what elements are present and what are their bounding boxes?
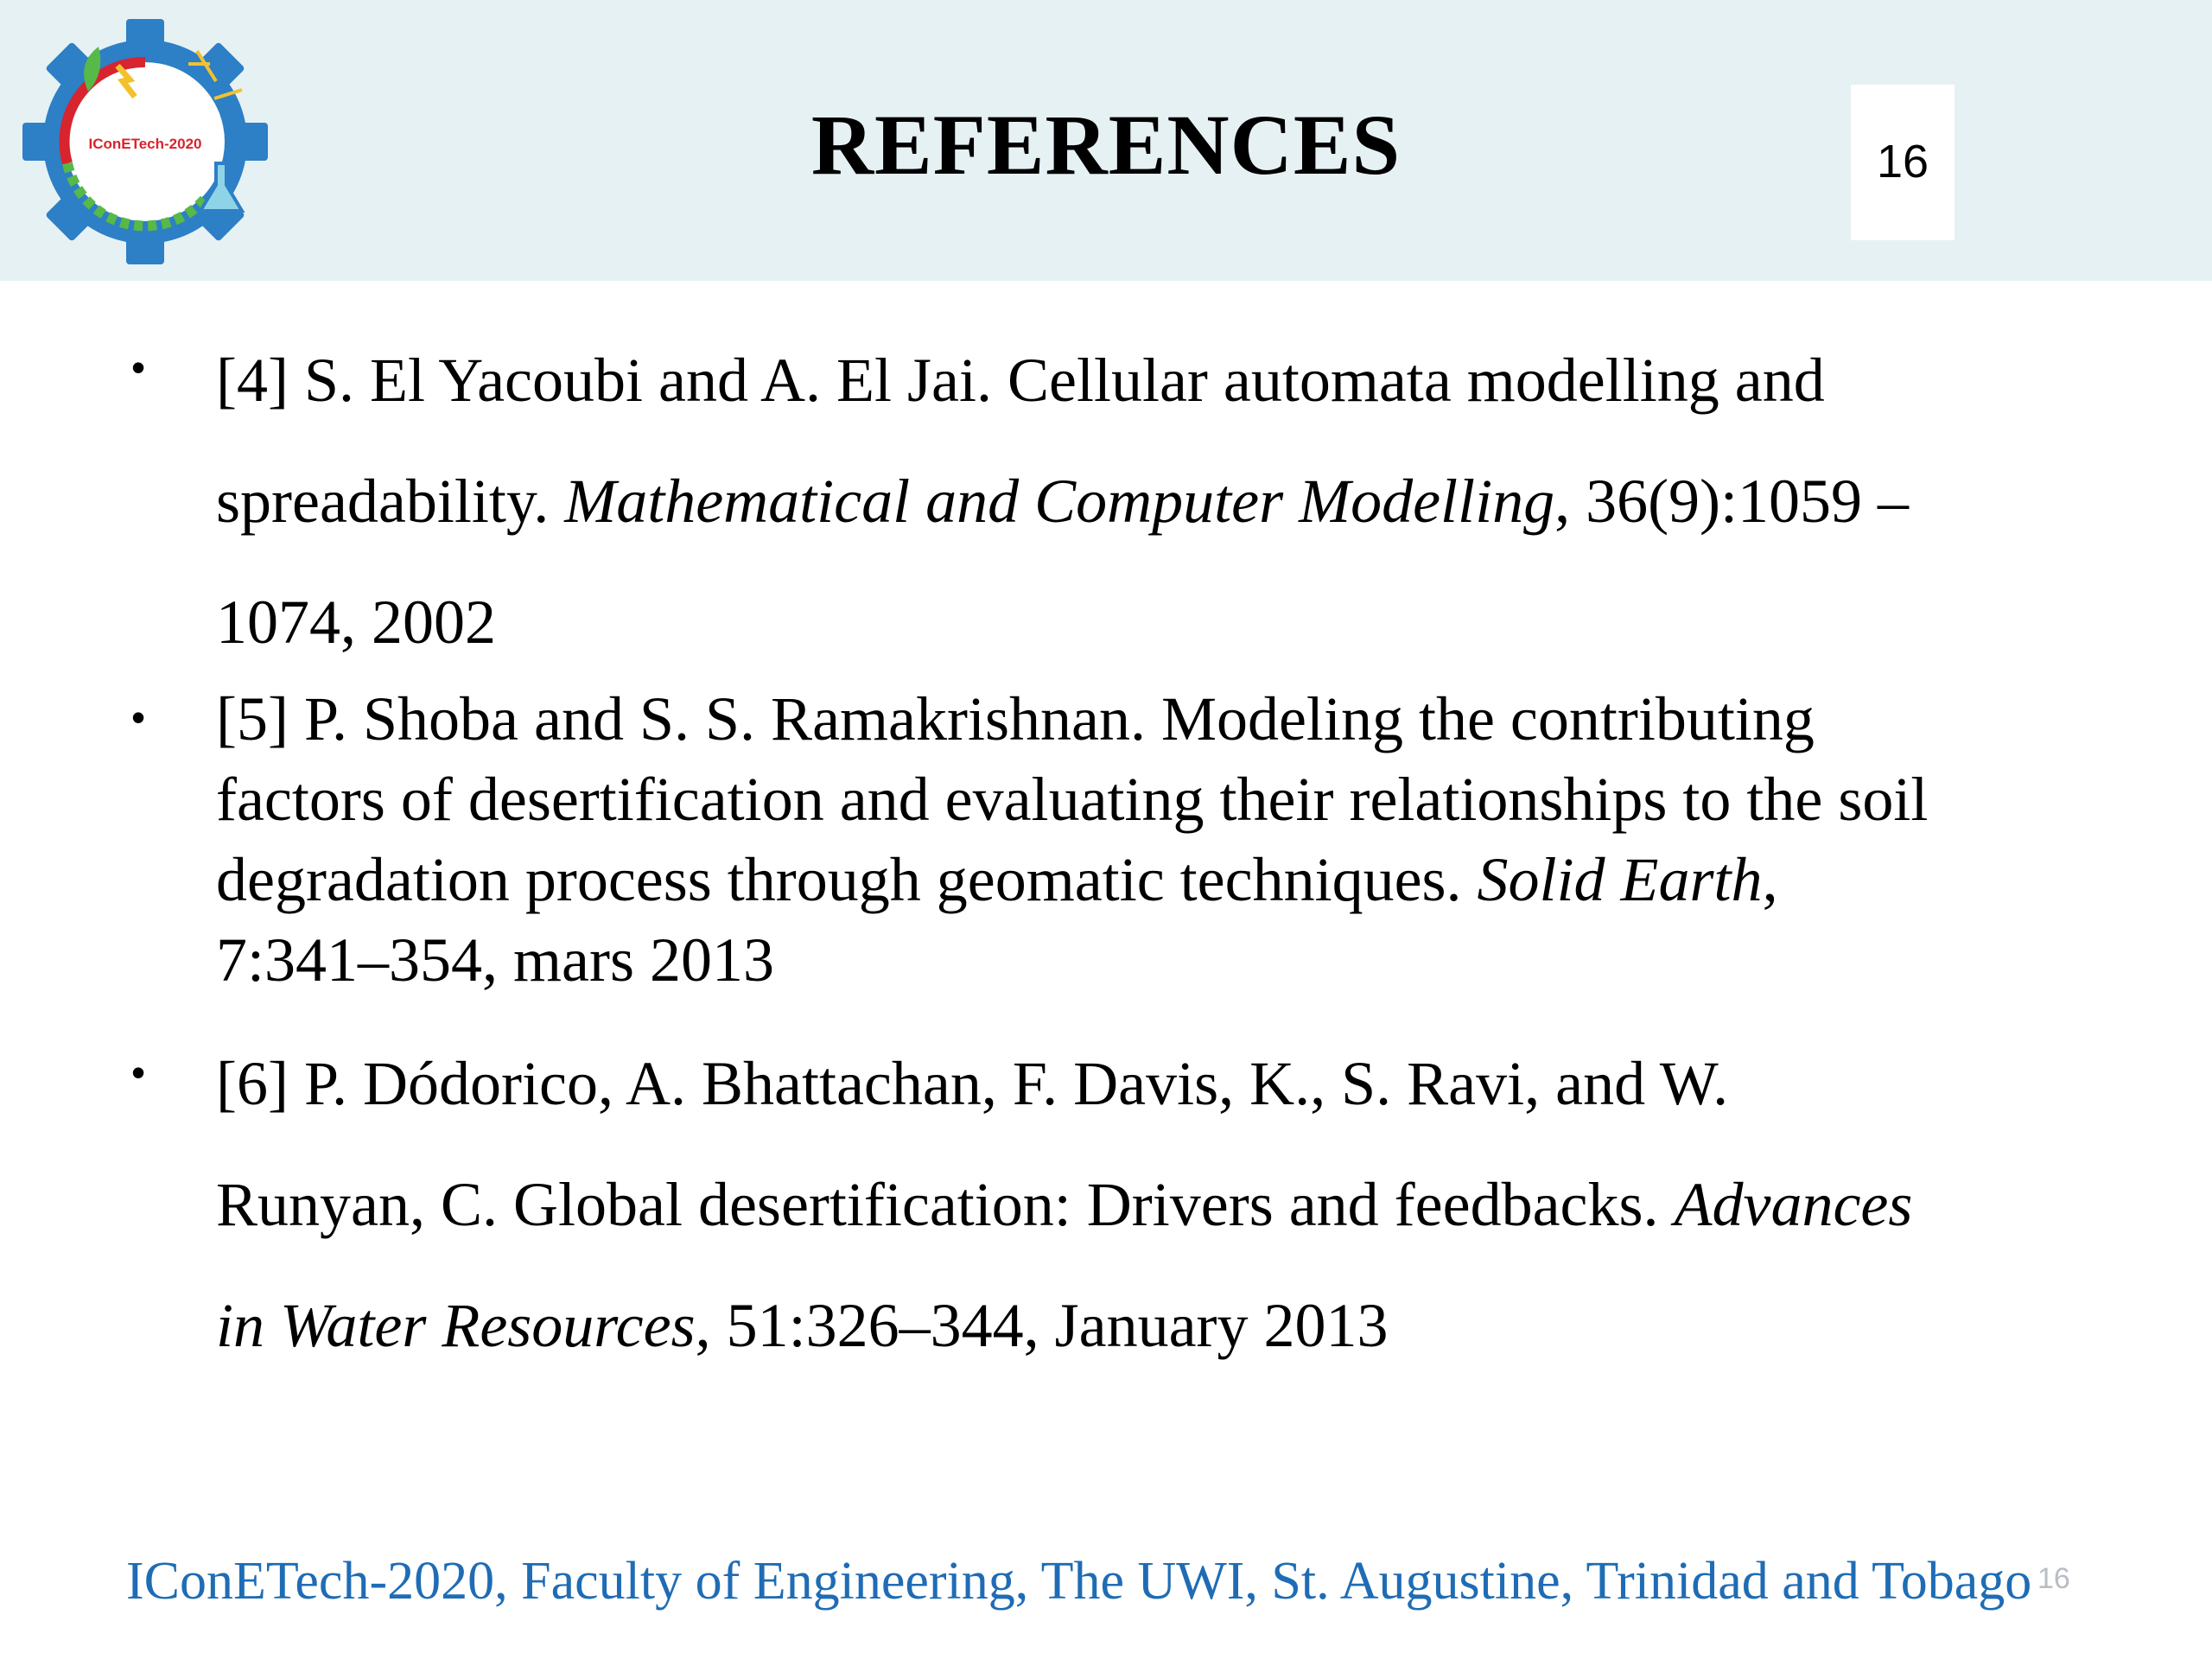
reference-text: degradation process through geomatic techniques. (216, 845, 1478, 914)
bullet-marker: • (131, 1050, 146, 1095)
reference-text: spreadability. (216, 467, 565, 536)
reference-text: factors of desertification and evaluating their relationships to the soil (216, 765, 1929, 834)
reference-line (216, 320, 2082, 441)
page-number: 16 (1876, 136, 1929, 188)
reference-text: [5] P. Shoba and S. S. Ramakrishnan. Modeling the contributing (216, 684, 1815, 753)
reference-text: [4] S. El Yacoubi and A. El Jai. Cellular automata modelling and (216, 346, 1825, 415)
reference-title-italic: Advances (1674, 1170, 1913, 1239)
reference-line (216, 840, 2082, 920)
reference-line (216, 1265, 2082, 1386)
reference-line (216, 679, 2082, 760)
slide-title: REFERENCES (810, 97, 1402, 193)
reference-title-italic: in Water Resources (216, 1291, 696, 1360)
reference-line (216, 920, 2082, 1001)
reference-line (216, 1023, 2082, 1144)
reference-line (216, 562, 2082, 683)
reference-title-italic: Solid Earth (1477, 845, 1763, 914)
reference-item-4 (216, 320, 2082, 683)
reference-title-italic: Mathematical and Computer Modelling (564, 467, 1555, 536)
reference-line (216, 1144, 2082, 1265)
reference-line (216, 760, 2082, 840)
reference-text: [6] P. Dódorico, A. Bhattachan, F. Davis, K., S. Ravi, and W. (216, 1049, 1729, 1118)
reference-text: 1074, 2002 (216, 588, 496, 657)
bullet-marker: • (131, 345, 146, 390)
reference-text: 7:341–354, mars 2013 (216, 925, 774, 995)
reference-item-5 (216, 679, 2082, 1001)
reference-line (216, 441, 2082, 562)
reference-text: , (1762, 845, 1778, 914)
reference-text: , 51:326–344, January 2013 (695, 1291, 1389, 1360)
reference-text: Runyan, C. Global desertification: Drivers and feedbacks. (216, 1170, 1675, 1239)
reference-item-6 (216, 1023, 2082, 1386)
footer-text: IConETech-2020, Faculty of Engineering, The UWI, St. Augustine, Trinidad and Tobago (126, 1552, 2032, 1611)
footer-slide-number: 16 (2037, 1562, 2070, 1595)
logo-text: IConETech-2020 (88, 136, 202, 152)
bullet-marker: • (131, 695, 146, 740)
reference-text: , 36(9):1059 – (1554, 467, 1910, 536)
